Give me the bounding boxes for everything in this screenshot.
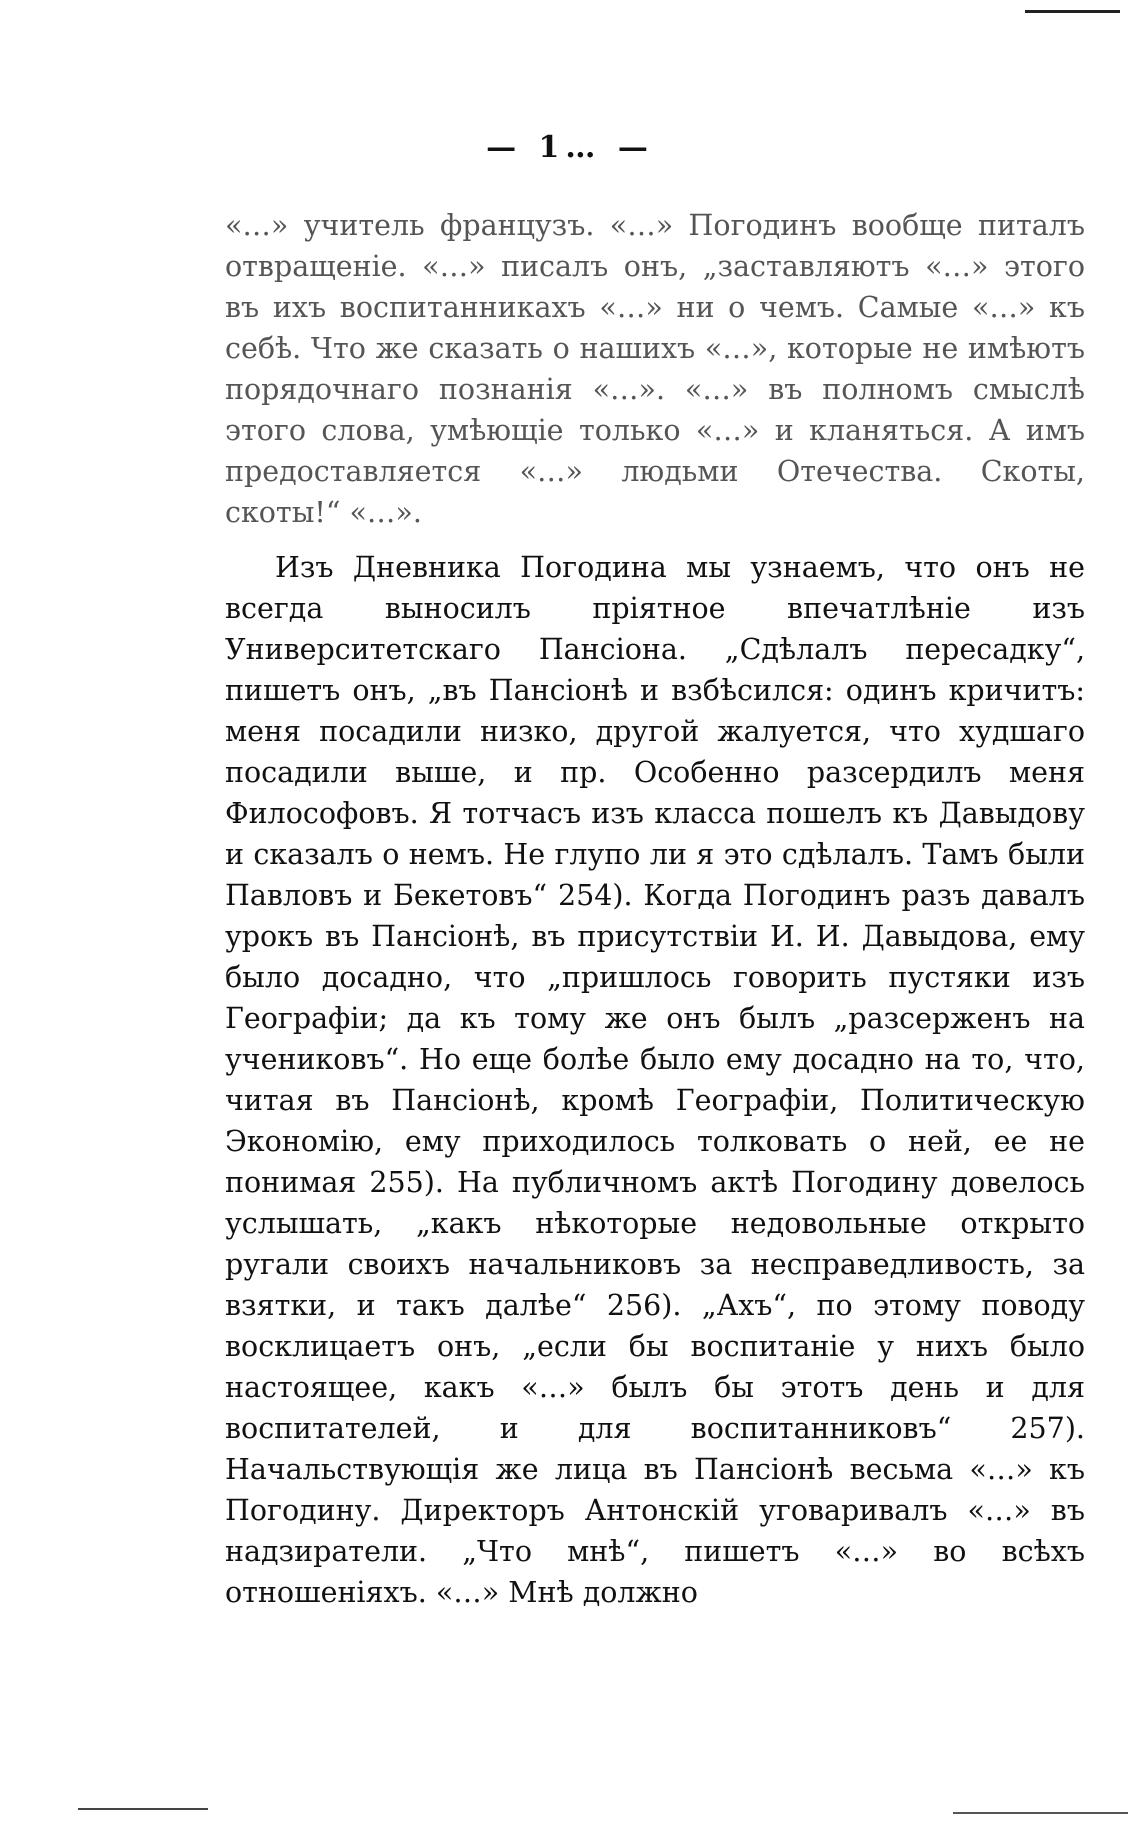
scan-edge-mark-bottom-right [953,1812,1128,1814]
page-body [225,205,1085,1627]
paragraph-1: «…» учитель французъ. «…» Погодинъ вообще питалъ отвращеніе. «…» писалъ онъ, „заставляютъ «…» этого въ ихъ воспитанникахъ «…» ни о чемъ. Самые «…» къ себѣ. Что же сказать о нашихъ «…», которые не имѣютъ порядочнаго познанія «…». «…» въ полномъ смыслѣ этого слова, умѣющіе только «…» и кланяться. А имъ предоставляется «…» людьми Отечества. Скоты, скоты!“ «…». [225,209,1085,529]
paragraph-2: Изъ Дневника Погодина мы узнаемъ, что онъ не всегда выносилъ пріятное впечатлѣніе изъ Университетскаго Пансіона. „Сдѣлалъ пересадку“, пишетъ онъ, „въ Пансіонѣ и взбѣсился: одинъ кричитъ: меня посадили низко, другой жалуется, что худшаго посадили выше, и пр. Особенно разсердилъ меня Философовъ. Я тотчасъ изъ класса пошелъ къ Давыдову и сказалъ о немъ. Не глупо ли я это сдѣлалъ. Тамъ были Павловъ и Бекетовъ“ 254). Когда Погодинъ разъ давалъ урокъ въ Пансіонѣ, въ присутствіи И. И. Давыдова, ему было досадно, что „пришлось говорить пустяки изъ Географіи; да къ тому же онъ былъ „разсерженъ на учениковъ“. Но еще болѣе было ему досадно на то, что, читая въ Пансіонѣ, кромѣ Географіи, Политическую Экономію, ему приходилось толковать о ней, ее не понимая 255). На публичномъ актѣ Погодину довелось услышать, „какъ нѣкоторые недовольные открыто ругали своихъ начальниковъ за несправедливость, за взятки, и такъ далѣе“ 256). „Ахъ“, по этому поводу восклицаетъ онъ, „если бы воспитаніе у нихъ было настоящее, какъ «…» былъ бы этотъ день и для воспитателей, и для воспитанниковъ“ 257). Начальствующія же лица въ Пансіонѣ весьма «…» къ Погодину. Директоръ Антонскій уговаривалъ «…» въ надзиратели. „Что мнѣ“, пишетъ «…» во всѣхъ отношеніяхъ. «…» Мнѣ должно [225,551,1085,1609]
scan-edge-mark-bottom-left [78,1808,208,1810]
page-number: — 1… — [486,130,654,165]
scan-edge-mark-top [1025,10,1120,13]
